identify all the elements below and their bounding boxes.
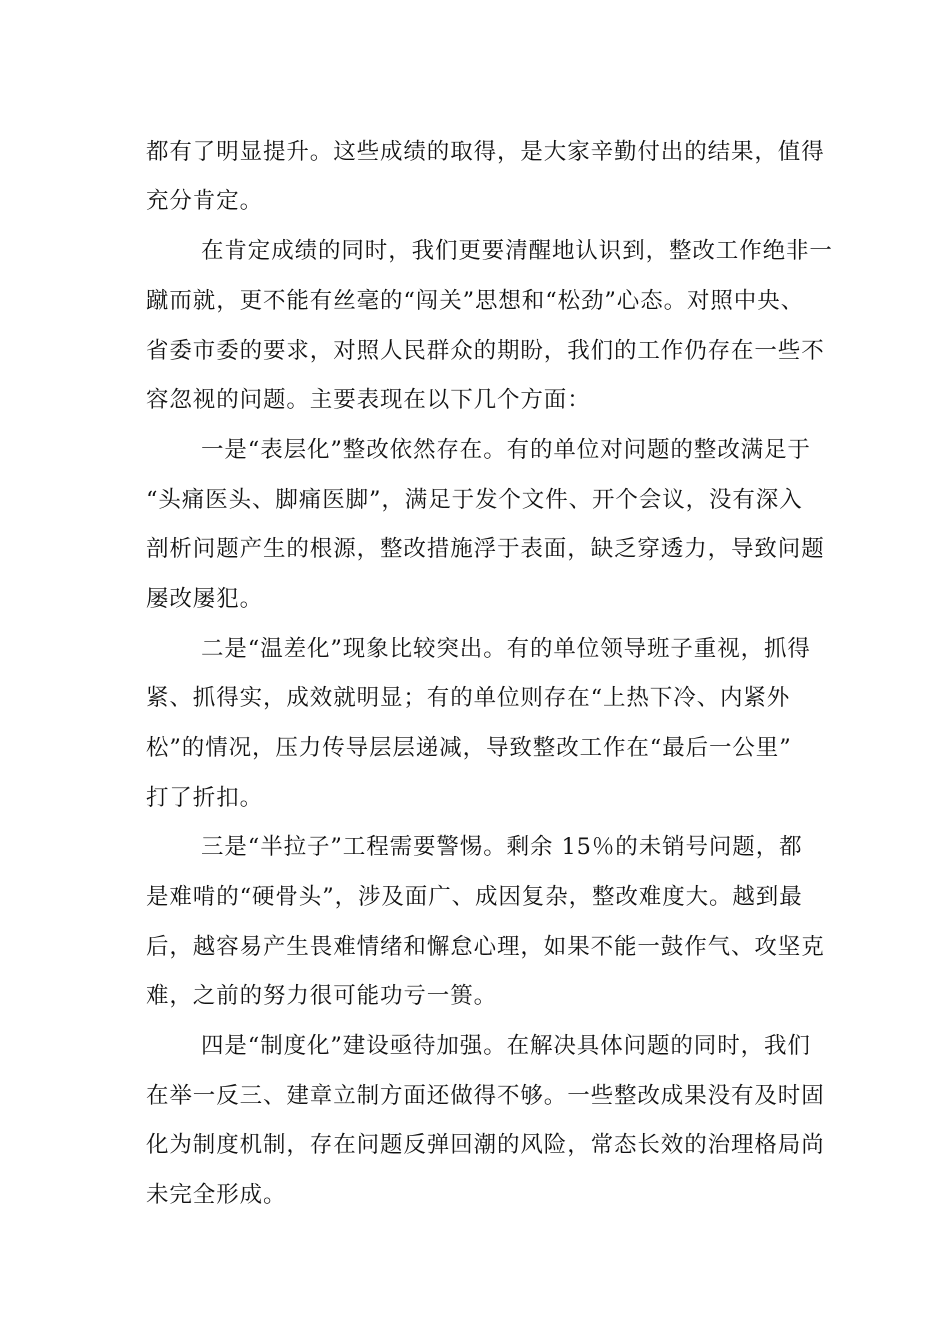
text-line: 是难啃的“硬骨头”，涉及面广、成因复杂，整改难度大。越到最 — [146, 884, 803, 910]
text-line: “头痛医头、脚痛医脚”，满足于发个文件、开个会议，没有深入 — [146, 487, 803, 513]
text-line: 打了折扣。 — [146, 785, 264, 811]
text-line: 化为制度机制，存在问题反弹回潮的风险，常态长效的治理格局尚 — [146, 1132, 825, 1158]
text-line: 紧、抓得实，成效就明显；有的单位则存在“上热下冷、内紧外 — [146, 685, 791, 711]
paragraph-first-line: 二是“温差化”现象比较突出。有的单位领导班子重视，抓得 — [201, 636, 811, 662]
text-line: 容忽视的问题。主要表现在以下几个方面： — [146, 387, 591, 413]
text-line: 充分肯定。 — [146, 188, 264, 214]
text-line: 蹴而就，更不能有丝毫的“闯关”思想和“松劲”心态。对照中央、 — [146, 288, 805, 314]
text-line: 松”的情况，压力传导层层递减，导致整改工作在“最后一公里” — [146, 735, 792, 761]
paragraph-first-line: 四是“制度化”建设亟待加强。在解决具体问题的同时，我们 — [201, 1033, 811, 1059]
text-line: 在举一反三、建章立制方面还做得不够。一些整改成果没有及时固 — [146, 1083, 825, 1109]
text-line: 未完全形成。 — [146, 1182, 287, 1208]
paragraph-first-line: 三是“半拉子”工程需要警惕。剩余 15％的未销号问题，都 — [201, 834, 803, 860]
text-line: 后，越容易产生畏难情绪和懈怠心理，如果不能一鼓作气、攻坚克 — [146, 934, 825, 960]
text-line: 都有了明显提升。这些成绩的取得，是大家辛勤付出的结果，值得 — [146, 139, 825, 165]
text-line: 剖析问题产生的根源，整改措施浮于表面，缺乏穿透力，导致问题 — [146, 536, 825, 562]
paragraph-first-line: 在肯定成绩的同时，我们更要清醒地认识到，整改工作绝非一 — [201, 238, 833, 264]
text-line: 难，之前的努力很可能功亏一篑。 — [146, 983, 498, 1009]
text-line: 省委市委的要求，对照人民群众的期盼，我们的工作仍存在一些不 — [146, 338, 825, 364]
paragraph-first-line: 一是“表层化”整改依然存在。有的单位对问题的整改满足于 — [201, 437, 811, 463]
text-line: 屡改屡犯。 — [146, 586, 264, 612]
